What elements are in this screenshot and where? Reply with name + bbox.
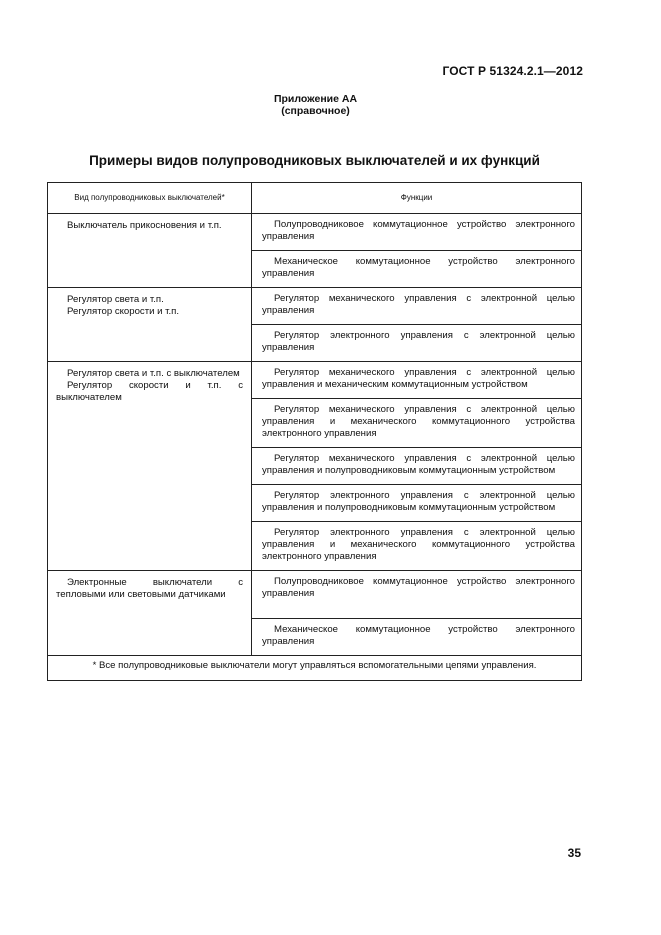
function-cell: Регулятор механического управления с электронной целью управления и полупроводниковым коммутационным устройством	[252, 448, 582, 485]
appendix-label	[0, 93, 661, 117]
column-header-functions: Функции	[252, 183, 582, 214]
function-cell: Регулятор электронного управления с электронной целью управления и механического коммутационного устройства электронного управления	[252, 522, 582, 571]
appendix-title: Приложение АА	[273, 93, 358, 105]
switch-type-text: Регулятор скорости и т.п. с выключателем	[56, 379, 243, 403]
switch-type-cell	[48, 214, 252, 288]
switch-type-cell	[48, 288, 252, 362]
table-row	[48, 288, 582, 325]
switch-type-text: Регулятор света и т.п. с выключателем	[67, 368, 240, 379]
table-row	[48, 571, 582, 619]
function-cell: Механическое коммутационное устройство электронного управления	[252, 619, 582, 656]
column-header-types: Вид полупроводниковых выключателей*	[48, 183, 252, 214]
function-cell: Полупроводниковое коммутационное устройство электронного управления	[252, 214, 582, 251]
switch-type-text: Регулятор скорости и т.п.	[67, 305, 180, 317]
switch-type-cell	[48, 362, 252, 571]
switch-type-text: Выключатель прикосновения и т.п.	[67, 220, 222, 231]
switch-types-table	[47, 182, 582, 681]
switch-type-cell	[48, 571, 252, 656]
appendix-subtitle: (справочное)	[281, 105, 350, 117]
switch-type-text: Электронные выключатели с тепловыми или световыми датчиками	[56, 577, 243, 600]
function-cell: Регулятор механического управления с электронной целью управления и механическим коммутационным устройством	[252, 362, 582, 399]
table-row	[48, 214, 582, 251]
document-code: ГОСТ Р 51324.2.1—2012	[442, 64, 583, 78]
table-row	[48, 362, 582, 399]
function-cell: Регулятор электронного управления с электронной целью управления и полупроводниковым коммутационным устройством	[252, 485, 582, 522]
function-cell: Регулятор электронного управления с электронной целью управления	[252, 325, 582, 362]
function-cell: Полупроводниковое коммутационное устройство электронного управления	[252, 571, 582, 619]
page-number: 35	[567, 846, 581, 860]
table-footnote: * Все полупроводниковые выключатели могут управляться вспомогательными цепями управления.	[48, 656, 582, 681]
table-footnote-row	[48, 656, 582, 681]
function-cell: Регулятор механического управления с электронной целью управления	[252, 288, 582, 325]
switch-type-text: Регулятор света и т.п.	[67, 294, 164, 305]
function-cell: Регулятор механического управления с электронной целью управления и механического коммутационного устройства электронного управления	[252, 399, 582, 448]
page-title: Примеры видов полупроводниковых выключателей и их функций	[89, 153, 540, 168]
function-cell: Механическое коммутационное устройство электронного управления	[252, 251, 582, 288]
table-header-row	[48, 183, 582, 214]
